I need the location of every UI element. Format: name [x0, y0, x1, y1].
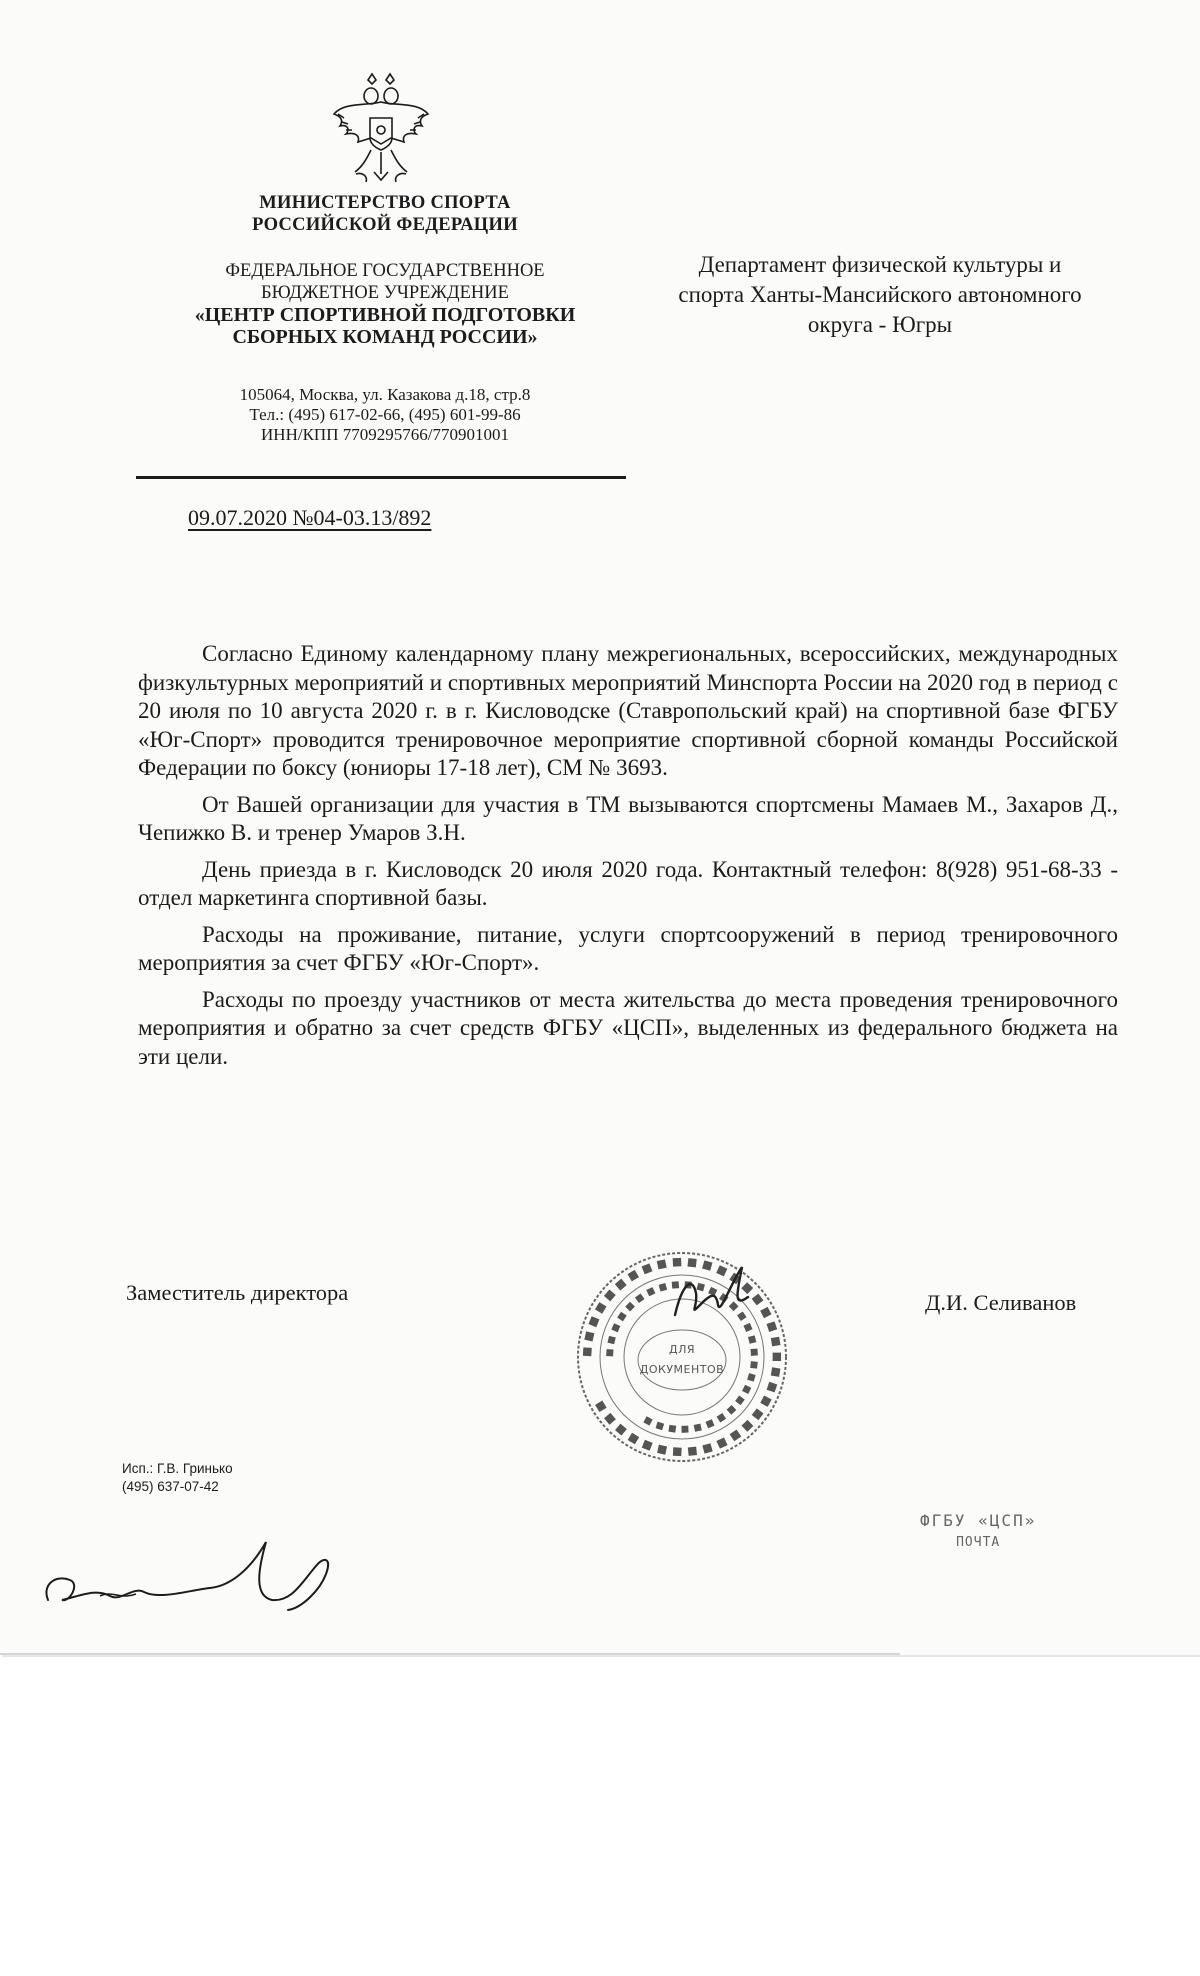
header-divider — [136, 476, 626, 479]
institution-line-2: БЮДЖЕТНОЕ УЧРЕЖДЕНИЕ — [261, 283, 509, 303]
institution-name-line-2: СБОРНЫХ КОМАНД РОССИИ» — [232, 326, 538, 348]
body-paragraph-3: День приезда в г. Кисловодск 20 июля 2020 года. Контактный телефон: 8(928) 951-68-33 - отдел маркетинга спортивной базы. — [138, 856, 1118, 910]
recipient-line-2: спорта Ханты-Мансийского автономного — [678, 282, 1082, 307]
ministry-line-1: МИНИСТЕРСТВО СПОРТА — [259, 193, 511, 213]
body-paragraph-1: Согласно Единому календарному плану межрегиональных, всероссийских, международных физкультурных мероприятий и спортивных мероприятий Минспорта России на 2020 год в период с 20 июля по 10 августа 2020 г. в г. Кисловодске (Ставропольский край) на спортивной базе ФГБУ «Юг-Спорт» проводится тренировочное мероприятие спортивной сборной команды Российской Федерации по боксу (юниоры 17-18 лет), СМ № 3693. — [138, 641, 1118, 780]
round-seal-stamp — [570, 1245, 795, 1470]
mail-stamp-line-1: ФГБУ «ЦСП» — [920, 1511, 1037, 1530]
seal-outer-text: ■ ■ ■ ■ ■ ■ ■ ■ ■ ■ ■ ■ ■ ■ ■ ■ ■ ■ ■ ■ ■ ■ ■ ■ ■ ■ ■ ■ ■ ■ ■ ■ ■ ■ ■ ■ — [579, 1254, 785, 1460]
institution-block — [150, 260, 620, 348]
institution-line-1: ФЕДЕРАЛЬНОЕ ГОСУДАРСТВЕННОЕ — [225, 261, 545, 281]
mail-stamp — [920, 1510, 1036, 1554]
recipient-block — [630, 250, 1130, 340]
body-paragraph-5: Расходы по проезду участников от места жительства до места проведения тренировочного мероприятия и обратно за счет средств ФГБУ «ЦСП», выделенных из федерального бюджета на эти цели. — [138, 986, 1118, 1069]
executor-block — [122, 1460, 233, 1496]
page-bottom-edge — [0, 1653, 900, 1655]
body-paragraph-2: От Вашей организации для участия в ТМ вызываются спортсмены Мамаев М., Захаров Д., Чепижко В. и тренер Умаров З.Н. — [138, 791, 1118, 845]
recipient-line-3: округа - Югры — [807, 312, 953, 337]
coat-of-arms-emblem — [326, 72, 436, 192]
address: 105064, Москва, ул. Казакова д.18, стр.8 — [239, 385, 531, 404]
institution-address-block — [190, 385, 580, 445]
registration-number-text: 09.07.2020 №04-03.13/892 — [188, 505, 432, 530]
letter-body — [138, 640, 1118, 1079]
seal-center-line-1: ДЛЯ — [668, 1343, 696, 1356]
signer-title: Заместитель директора — [126, 1280, 349, 1305]
signer-name: Д.И. Селиванов — [925, 1290, 1077, 1315]
phones: Тел.: (495) 617-02-66, (495) 601-99-86 — [249, 405, 521, 424]
handwritten-scribble — [40, 1530, 340, 1620]
executor-name: Исп.: Г.В. Гринько — [122, 1461, 233, 1476]
inn-kpp: ИНН/КПП 7709295766/770901001 — [261, 425, 509, 444]
body-paragraph-4: Расходы на проживание, питание, услуги спортсооружений в период тренировочного мероприятия за счет ФГБУ «Юг-Спорт». — [138, 921, 1118, 975]
institution-name-line-1: «ЦЕНТР СПОРТИВНОЙ ПОДГОТОВКИ — [194, 304, 576, 326]
seal-inner-text: ■ ■ ■ ■ ■ ■ ■ ■ ■ ■ ■ ■ ■ ■ ■ ■ ■ ■ ■ ■ ■ ■ ■ ■ ■ ■ ■ ■ ■ ■ — [604, 1279, 760, 1435]
ministry-name — [205, 192, 565, 236]
executor-phone: (495) 637-07-42 — [122, 1479, 219, 1494]
ministry-line-2: РОССИЙСКОЙ ФЕДЕРАЦИИ — [252, 215, 518, 235]
seal-center-line-2: ДОКУМЕНТОВ — [639, 1363, 725, 1376]
registration-number — [188, 505, 431, 531]
mail-stamp-line-2: ПОЧТА — [956, 1535, 1001, 1550]
recipient-line-1: Департамент физической культуры и — [698, 252, 1062, 277]
